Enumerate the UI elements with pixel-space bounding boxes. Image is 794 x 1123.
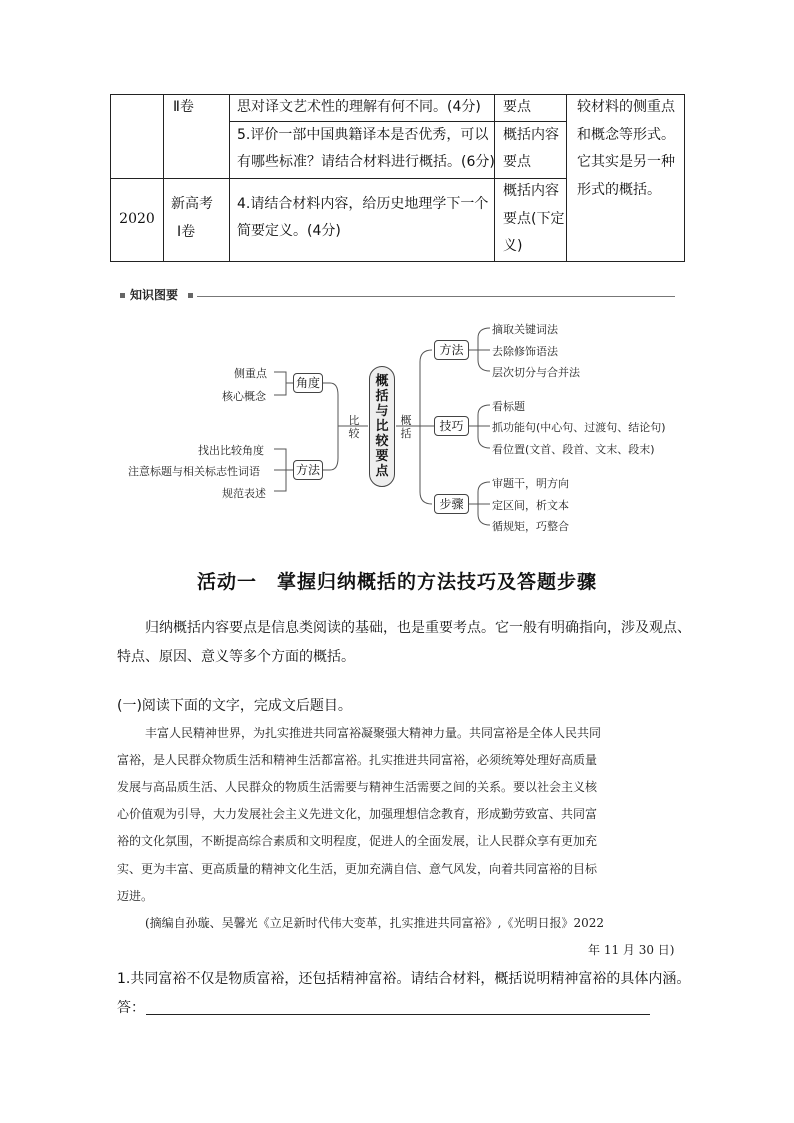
mindmap-left-angle-item-1: 侧重点 xyxy=(234,367,267,380)
table-note-l1: 较材料的侧重点 xyxy=(577,99,675,115)
mindmap-left-method-item-1: 找出比较角度 xyxy=(198,444,264,457)
passage-line-2: 富裕，是人民群众物质生活和精神生活都富裕。扎实推进共同富裕，必须统筹处理好高质量 xyxy=(117,753,598,767)
section-title: 知识图要 xyxy=(130,288,179,302)
mindmap-left-angle-node: 角度 xyxy=(293,373,323,393)
table-row3-question-l2: 简要定义。(4分) xyxy=(237,223,341,239)
mindmap-connectors xyxy=(0,0,794,560)
mindmap-right-step-node: 步骤 xyxy=(434,494,469,514)
passage-line-6: 实、更为丰富、更高质量的精神文化生活，更加充满自信、意气风发，向着共同富裕的目标 xyxy=(117,862,598,876)
table-note-l4: 形式的概括。 xyxy=(577,182,661,198)
source-line-2: 年 11 月 30 日) xyxy=(588,943,675,957)
table-row3-type-l3: 义) xyxy=(503,238,523,254)
passage-line-7: 迈进。 xyxy=(117,889,154,903)
table-row3-question-l1: 4.请结合材料内容，给历史地理学下一个 xyxy=(237,196,489,212)
table-row2-type-l1: 概括内容 xyxy=(503,127,559,143)
mindmap-center-label: 概括与比较要点 xyxy=(375,374,389,479)
table-row1-exam: Ⅱ卷 xyxy=(173,99,194,115)
table-row3-exam-l2: Ⅰ卷 xyxy=(177,224,196,240)
passage-line-5: 裕的文化氛围，不断提高综合素质和文明程度，促进人的全面发展，让人民群众享有更加充 xyxy=(117,834,598,848)
passage-line-1: 丰富人民精神世界，为扎实推进共同富裕凝聚强大精神力量。共同富裕是全体人民共同 xyxy=(145,726,602,740)
mindmap-right-method-item-1: 摘取关键词法 xyxy=(492,323,558,336)
mindmap-right-skill-item-2: 抓功能句(中心句、过渡句、结论句) xyxy=(492,421,666,434)
question-1: 1.共同富裕不仅是物质富裕，还包括精神富裕。请结合材料，概括说明精神富裕的具体内涵。 xyxy=(117,971,691,987)
mindmap-left-angle-item-2: 核心概念 xyxy=(222,390,266,403)
mindmap-left-method-item-3: 规范表述 xyxy=(222,487,266,500)
intro-line-1: 归纳概括内容要点是信息类阅读的基础，也是重要考点。它一般有明确指向，涉及观点、 xyxy=(145,620,691,636)
mindmap-right-step-item-3: 循规矩，巧整合 xyxy=(492,520,569,533)
mindmap-right-method-node: 方法 xyxy=(434,340,469,360)
source-line-1: (摘编自孙璇、吴馨光《立足新时代伟大变革，扎实推进共同富裕》,《光明日报》2022 xyxy=(145,916,605,930)
mindmap-compare-label: 比较 xyxy=(348,414,360,440)
table-row1-question: 思对译文艺术性的理解有何不同。(4分) xyxy=(237,99,481,115)
mindmap-right-step-item-2: 定区间，析文本 xyxy=(492,499,569,512)
table-row1-type: 要点 xyxy=(503,99,531,115)
table-note-l3: 它其实是另一种 xyxy=(577,154,675,170)
table-row3-exam-l1: 新高考 xyxy=(171,196,213,212)
answer-label: 答： xyxy=(117,1000,145,1016)
table-row2-question-l1: 5.评价一部中国典籍译本是否优秀，可以 xyxy=(237,127,489,143)
table-row2-question-l2: 有哪些标准？请结合材料进行概括。(6分) xyxy=(237,154,495,170)
mindmap-right-method-item-2: 去除修饰语法 xyxy=(492,345,558,358)
table-note-l2: 和概念等形式。 xyxy=(577,127,675,143)
mindmap-right-skill-node: 技巧 xyxy=(434,416,469,436)
mindmap-right-skill-item-3: 看位置(文首、段首、文末、段末) xyxy=(492,443,655,456)
mindmap-right-step-item-1: 审题干，明方向 xyxy=(492,477,569,490)
mindmap-right-skill-item-1: 看标题 xyxy=(492,400,525,413)
table-row3-year: 2020 xyxy=(119,211,155,227)
mindmap-left-method-item-2: 注意标题与相关标志性词语 xyxy=(128,465,260,478)
passage-line-3: 发展与高品质生活、人民群众的物质生活需要与精神生活需要之间的关系。要以社会主义核 xyxy=(117,780,598,794)
answer-input-line[interactable] xyxy=(146,1014,650,1015)
activity-title: 活动一 掌握归纳概括的方法技巧及答题步骤 xyxy=(196,571,597,593)
table-row3-type-l2: 要点(下定 xyxy=(503,211,565,227)
mindmap-right-method-item-3: 层次切分与合并法 xyxy=(492,366,580,379)
intro-line-2: 特点、原因、意义等多个方面的概括。 xyxy=(117,649,355,665)
mindmap-summarize-label: 概括 xyxy=(400,414,412,440)
reading-prompt: (一)阅读下面的文字，完成文后题目。 xyxy=(117,698,352,714)
mindmap-left-method-node: 方法 xyxy=(293,460,323,480)
table-row2-type-l2: 要点 xyxy=(503,154,531,170)
table-row3-type-l1: 概括内容 xyxy=(503,183,559,199)
passage-line-4: 心价值观为引导，大力发展社会主义先进文化，加强理想信念教育，形成勤劳致富、共同富 xyxy=(117,807,598,821)
